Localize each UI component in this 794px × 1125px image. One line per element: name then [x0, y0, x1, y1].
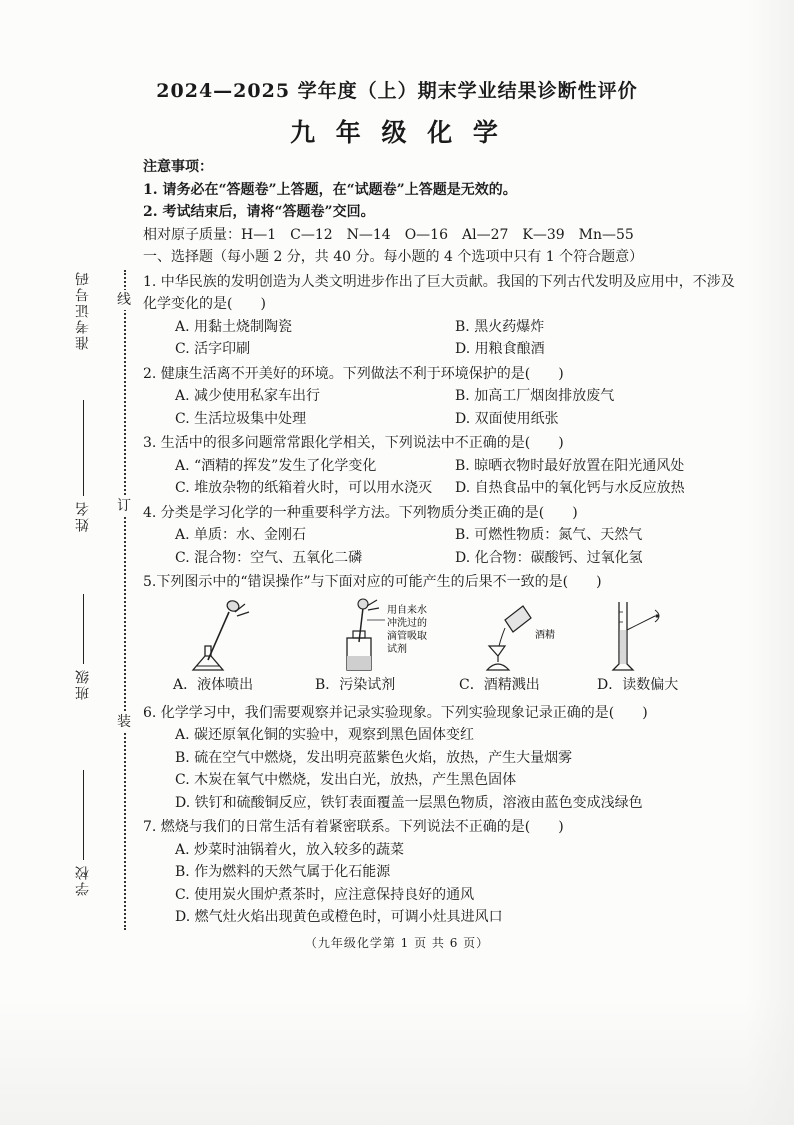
exam-subject: 九 年 级 化 学	[290, 118, 504, 147]
exam-title: 2024—2025 学年度（上）期末学业结果诊断性评价	[156, 80, 638, 102]
option-a[interactable]: A. 炒菜时油锅着火，放入较多的蔬菜	[175, 841, 405, 858]
dropper-reagent-bottle-figure	[333, 598, 483, 674]
field-exam-number-label: 准考证号码	[75, 270, 91, 350]
question-3	[143, 432, 743, 500]
field-school-line[interactable]	[83, 770, 84, 860]
field-exam-number	[70, 270, 96, 350]
option-a[interactable]: A. 用黏土烧制陶瓷	[175, 318, 293, 335]
option-a[interactable]: A．液体喷出	[173, 676, 254, 693]
figure-b-note-line: 试剂	[387, 643, 407, 655]
option-a[interactable]: A. “酒精的挥发”发生了化学变化	[175, 457, 377, 474]
question-4	[143, 502, 743, 570]
scan-shading	[0, 995, 794, 1125]
question-stem: 1. 中华民族的发明创造为人类文明进步作出了巨大贡献。我国的下列古代发明及应用中，不涉及化学变化的是( )	[143, 273, 735, 312]
option-c[interactable]: C．酒精溅出	[459, 676, 540, 693]
option-a[interactable]: A. 碳还原氧化铜的实验中，观察到黑色固体变红	[175, 727, 475, 743]
option-d[interactable]: D．读数偏大	[597, 676, 679, 693]
option-a[interactable]: A. 减少使用私家车出行	[175, 388, 321, 404]
question-stem: 5.下列图示中的“错误操作”与下面对应的可能产生的后果不一致的是( )	[143, 574, 602, 590]
field-school-label: 学校	[75, 864, 91, 896]
question-stem: 3. 生活中的很多问题常常跟化学相关，下列说法中不正确的是( )	[143, 435, 564, 451]
figure-c-label: 酒精	[535, 629, 555, 641]
option-d[interactable]: D. 双面使用纸张	[455, 410, 559, 427]
figure-b-note-line: 滴管吸取	[387, 630, 427, 642]
option-b[interactable]: B. 加高工厂烟囱排放废气	[455, 388, 615, 404]
exam-header	[0, 76, 794, 149]
question-7	[143, 816, 743, 929]
option-c[interactable]: C. 活字印刷	[175, 341, 251, 357]
option-c[interactable]: C. 混合物：空气、五氧化二磷	[175, 549, 363, 566]
question-6	[143, 702, 743, 815]
field-name-line[interactable]	[83, 400, 84, 496]
notice-heading: 注意事项：	[143, 159, 213, 175]
atomic-masses: 相对原子质量：H—1 C—12 N—14 O—16 Al—27 K—39 Mn—55	[143, 226, 634, 243]
figure-b-note-line: 用自来水	[387, 604, 427, 616]
option-b[interactable]: B. 黑火药爆炸	[455, 318, 545, 335]
option-group	[143, 316, 743, 361]
field-school	[70, 770, 96, 896]
field-name	[70, 400, 96, 532]
figure-b-note-line: 冲洗过的	[387, 617, 427, 629]
option-a[interactable]: A. 单质：水、金刚石	[175, 527, 307, 543]
option-c[interactable]: C. 木炭在氧气中燃烧，发出白光，放热，产生黑色固体	[175, 772, 517, 788]
field-class	[70, 594, 96, 700]
option-group	[143, 839, 743, 929]
graduated-cylinder-figure	[605, 598, 715, 674]
option-d[interactable]: D. 自热食品中的氧化钙与水反应放热	[455, 480, 685, 496]
question-stem: 6. 化学学习中，我们需要观察并记录实验现象。下列实验现象记录正确的是( )	[143, 704, 648, 721]
field-class-label: 班级	[75, 668, 91, 700]
binding-word-ding: 订	[112, 496, 136, 516]
option-c[interactable]: C. 堆放杂物的纸箱着火时，可以用水浇灭	[175, 480, 433, 496]
option-b[interactable]: B. 可燃性物质：氮气、天然气	[455, 527, 643, 543]
question-stem: 4. 分类是学习化学的一种重要科学方法。下列物质分类正确的是( )	[143, 504, 578, 521]
option-b[interactable]: B. 作为燃料的天然气属于化石能源	[175, 864, 391, 880]
binding-word-zhuang: 装	[112, 712, 136, 732]
option-group	[143, 385, 743, 430]
page-footer: （九年级化学第 1 页 共 6 页）	[304, 936, 490, 950]
option-group	[143, 524, 743, 569]
option-c[interactable]: C. 生活垃圾集中处理	[175, 410, 307, 427]
notice-item: 1. 请务必在“答题卷”上答题，在“试题卷”上答题是无效的。	[143, 181, 517, 198]
binding-dotted-line	[124, 270, 126, 930]
question-2	[143, 363, 743, 431]
field-class-line[interactable]	[83, 594, 84, 664]
section-heading: 一、选择题（每小题 2 分，共 40 分。每小题的 4 个选项中只有 1 个符合题意）	[143, 249, 644, 265]
question-stem: 2. 健康生活离不开美好的环境。下列做法不利于环境保护的是( )	[143, 365, 564, 382]
binding-word-xian: 线	[112, 290, 136, 310]
question-5	[143, 571, 743, 700]
option-b[interactable]: B．污染试剂	[315, 676, 396, 693]
option-d[interactable]: D. 燃气灶火焰出现黄色或橙色时，可调小灶具进风口	[175, 909, 503, 925]
question-stem: 7. 燃烧与我们的日常生活有着紧密联系。下列说法不正确的是( )	[143, 819, 564, 835]
option-group	[143, 724, 743, 814]
question-5-figures	[143, 598, 743, 700]
option-c[interactable]: C. 使用炭火围炉煮茶时，应注意保持良好的通风	[175, 886, 475, 903]
option-d[interactable]: D. 铁钉和硫酸铜反应，铁钉表面覆盖一层黑色物质，溶液由蓝色变成浅绿色	[175, 794, 643, 811]
option-b[interactable]: B. 晾晒衣物时最好放置在阳光通风处	[455, 457, 685, 474]
question-1	[143, 271, 743, 361]
dropper-in-flask-figure	[183, 598, 263, 674]
notice-item: 2. 考试结束后，请将“答题卷”交回。	[143, 204, 375, 220]
option-group	[143, 455, 743, 500]
option-d[interactable]: D. 用粮食酿酒	[455, 341, 545, 357]
alcohol-lamp-funnel-figure	[483, 598, 593, 674]
option-d[interactable]: D. 化合物：碳酸钙、过氧化氢	[455, 549, 643, 566]
exam-content	[143, 156, 743, 929]
field-name-label: 姓名	[75, 500, 91, 532]
option-b[interactable]: B. 硫在空气中燃烧，发出明亮蓝紫色火焰，放热，产生大量烟雾	[175, 749, 573, 766]
